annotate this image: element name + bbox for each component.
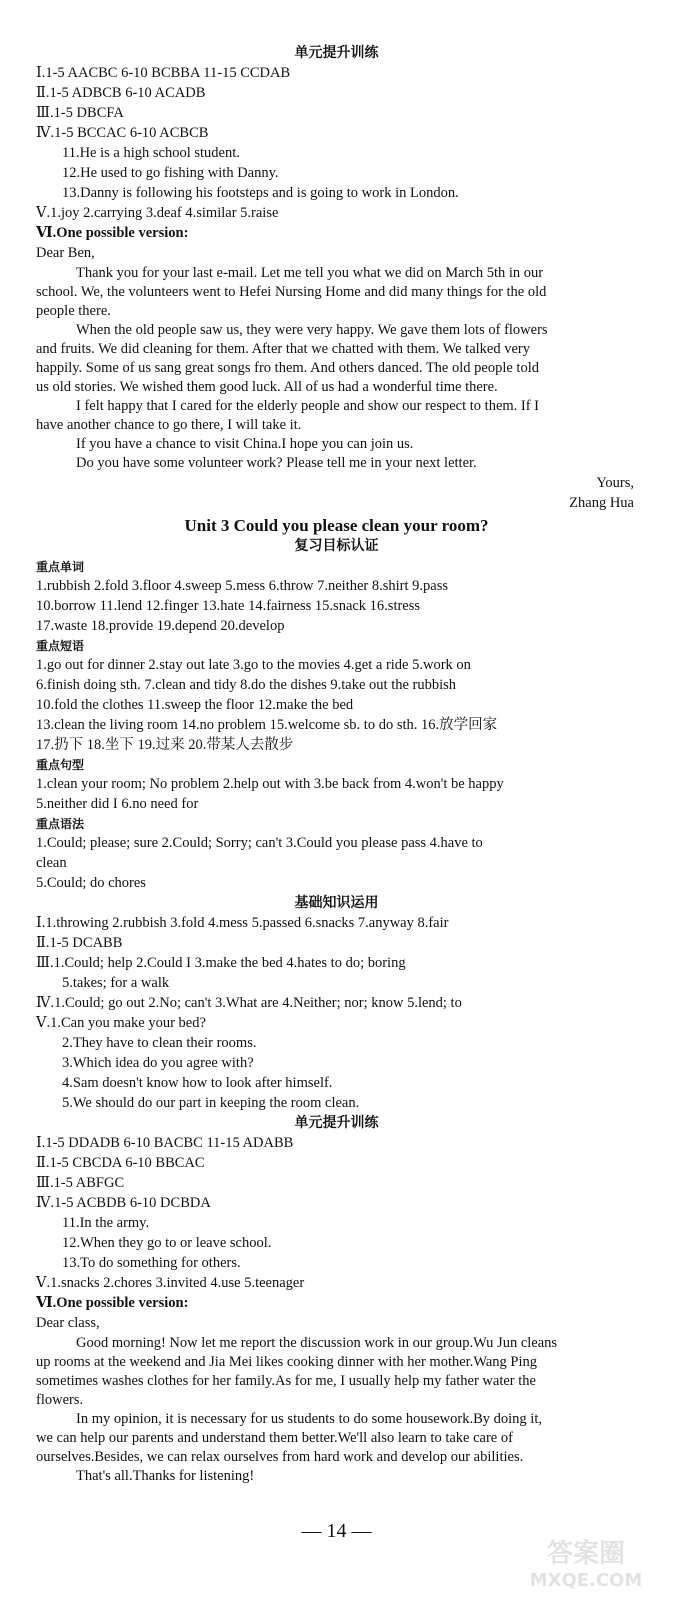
phrase-line: 10.fold the clothes 11.sweep the floor 12.make the bed: [36, 697, 354, 713]
section-title: 单元提升训练: [294, 45, 379, 61]
phrase-line: 17.扔下 18.坐下 19.过来 20.带某人去散步: [36, 737, 294, 753]
speech-line: we can help our parents and understand them better.We'll also learn to take care of: [36, 1430, 513, 1446]
answer-line: Ⅴ.1.Can you make your bed?: [36, 1015, 206, 1031]
answer-line: Ⅰ.1.throwing 2.rubbish 3.fold 4.mess 5.passed 6.snacks 7.anyway 8.fair: [36, 915, 449, 931]
sentences-label: 重点句型: [36, 758, 85, 772]
letter-line: school. We, the volunteers went to Hefei Nursing Home and did many things for the old: [36, 284, 547, 300]
letter-line: people there.: [36, 303, 111, 319]
letter-line: happily. Some of us sang great songs fro them. And others danced. The old people told: [36, 360, 539, 376]
answer-line: 13.To do something for others.: [62, 1255, 241, 1271]
answer-line: Ⅰ.1-5 DDADB 6-10 BACBC 11-15 ADABB: [36, 1135, 294, 1151]
answer-line: Ⅳ.1-5 ACBDB 6-10 DCBDA: [36, 1195, 211, 1211]
letter-line: and fruits. We did cleaning for them. After that we chatted with them. We talked very: [36, 341, 531, 357]
section-subtitle: 复习目标认证: [294, 538, 379, 554]
phrases-label: 重点短语: [36, 639, 85, 653]
page-number: — 14 —: [301, 1520, 372, 1542]
letter-closing: Yours,: [596, 475, 634, 491]
letter-line: If you have a chance to visit China.I hope you can join us.: [76, 436, 414, 452]
letter-signature: Zhang Hua: [569, 495, 634, 511]
answer-line: 12.When they go to or leave school.: [62, 1235, 272, 1251]
section-title: 单元提升训练: [294, 1115, 379, 1131]
letter-line: Thank you for your last e-mail. Let me tell you what we did on March 5th in our: [76, 265, 544, 281]
answer-line: 11.In the army.: [62, 1215, 150, 1231]
answer-line: Ⅵ.One possible version:: [36, 225, 189, 241]
answer-line: Ⅰ.1-5 AACBC 6-10 BCBBA 11-15 CCDAB: [36, 65, 291, 81]
vocab-line: 17.waste 18.provide 19.depend 20.develop: [36, 618, 285, 634]
speech-line: That's all.Thanks for listening!: [76, 1468, 255, 1484]
grammar-label: 重点语法: [36, 817, 85, 831]
answer-line: 5.We should do our part in keeping the room clean.: [62, 1095, 360, 1111]
answer-line: Ⅳ.1-5 BCCAC 6-10 ACBCB: [36, 125, 209, 141]
letter-line: Do you have some volunteer work? Please tell me in your next letter.: [76, 455, 477, 471]
unit-title: Unit 3 Could you please clean your room?: [184, 516, 489, 535]
letter-line: have another chance to go there, I will take it.: [36, 417, 302, 433]
sentence-line: 1.clean your room; No problem 2.help out with 3.be back from 4.won't be happy: [36, 776, 504, 792]
letter-line: us old stories. We wished them good luck. All of us had a wonderful time there.: [36, 379, 498, 395]
svg-text:答案圈: 答案圈: [546, 1539, 626, 1569]
answer-line: 13.Danny is following his footsteps and is going to work in London.: [62, 185, 459, 201]
phrase-line: 13.clean the living room 14.no problem 15.welcome sb. to do sth. 16.放学回家: [36, 717, 498, 733]
speech-line: flowers.: [36, 1392, 84, 1408]
speech-line: Good morning! Now let me report the discussion work in our group.Wu Jun cleans: [76, 1335, 558, 1351]
speech-line: sometimes washes clothes for her family.As for me, I usually help my father water the: [36, 1373, 536, 1389]
answer-line: Ⅲ.1.Could; help 2.Could I 3.make the bed 4.hates to do; boring: [36, 955, 406, 971]
answer-line: 3.Which idea do you agree with?: [62, 1055, 254, 1071]
speech-line: ourselves.Besides, we can relax ourselves from hard work and develop our abilities.: [36, 1449, 524, 1465]
svg-text:MXQE.COM: MXQE.COM: [529, 1570, 643, 1591]
section-title: 基础知识运用: [294, 895, 379, 911]
speech-greeting: Dear class,: [36, 1315, 100, 1331]
answer-line: Ⅵ.One possible version:: [36, 1295, 189, 1311]
answer-line: Ⅱ.1-5 DCABB: [36, 935, 123, 951]
answer-line: Ⅴ.1.snacks 2.chores 3.invited 4.use 5.teenager: [36, 1275, 305, 1291]
vocab-line: 1.rubbish 2.fold 3.floor 4.sweep 5.mess 6.throw 7.neither 8.shirt 9.pass: [36, 578, 448, 594]
speech-line: In my opinion, it is necessary for us students to do some housework.By doing it,: [76, 1411, 542, 1427]
phrase-line: 1.go out for dinner 2.stay out late 3.go to the movies 4.get a ride 5.work on: [36, 657, 471, 673]
answer-line: Ⅲ.1-5 DBCFA: [36, 105, 124, 121]
answer-line: Ⅲ.1-5 ABFGC: [36, 1175, 125, 1191]
phrase-line: 6.finish doing sth. 7.clean and tidy 8.do the dishes 9.take out the rubbish: [36, 677, 457, 693]
watermark-logo: [511, 1534, 661, 1592]
answer-line: Ⅱ.1-5 CBCDA 6-10 BBCAC: [36, 1155, 205, 1171]
answer-line: Ⅱ.1-5 ADBCB 6-10 ACADB: [36, 85, 206, 101]
answer-line: Ⅴ.1.joy 2.carrying 3.deaf 4.similar 5.raise: [36, 205, 279, 221]
answer-line: 5.takes; for a walk: [62, 975, 170, 991]
letter-line: I felt happy that I cared for the elderly people and show our respect to them. If I: [76, 398, 540, 414]
answer-line: 11.He is a high school student.: [62, 145, 240, 161]
vocab-line: 10.borrow 11.lend 12.finger 13.hate 14.fairness 15.snack 16.stress: [36, 598, 421, 614]
grammar-line: 1.Could; please; sure 2.Could; Sorry; can't 3.Could you please pass 4.have to: [36, 835, 483, 851]
answer-line: 2.They have to clean their rooms.: [62, 1035, 257, 1051]
sentence-line: 5.neither did I 6.no need for: [36, 796, 199, 812]
vocab-label: 重点单词: [36, 560, 85, 574]
grammar-line: 5.Could; do chores: [36, 875, 146, 891]
grammar-line: clean: [36, 855, 67, 871]
answer-line: 4.Sam doesn't know how to look after himself.: [62, 1075, 333, 1091]
speech-line: up rooms at the weekend and Jia Mei likes cooking dinner with her mother.Wang Ping: [36, 1354, 537, 1370]
letter-greeting: Dear Ben,: [36, 245, 95, 261]
answer-line: 12.He used to go fishing with Danny.: [62, 165, 279, 181]
answer-line: Ⅳ.1.Could; go out 2.No; can't 3.What are 4.Neither; nor; know 5.lend; to: [36, 995, 462, 1011]
letter-line: When the old people saw us, they were very happy. We gave them lots of flowers: [76, 322, 548, 338]
